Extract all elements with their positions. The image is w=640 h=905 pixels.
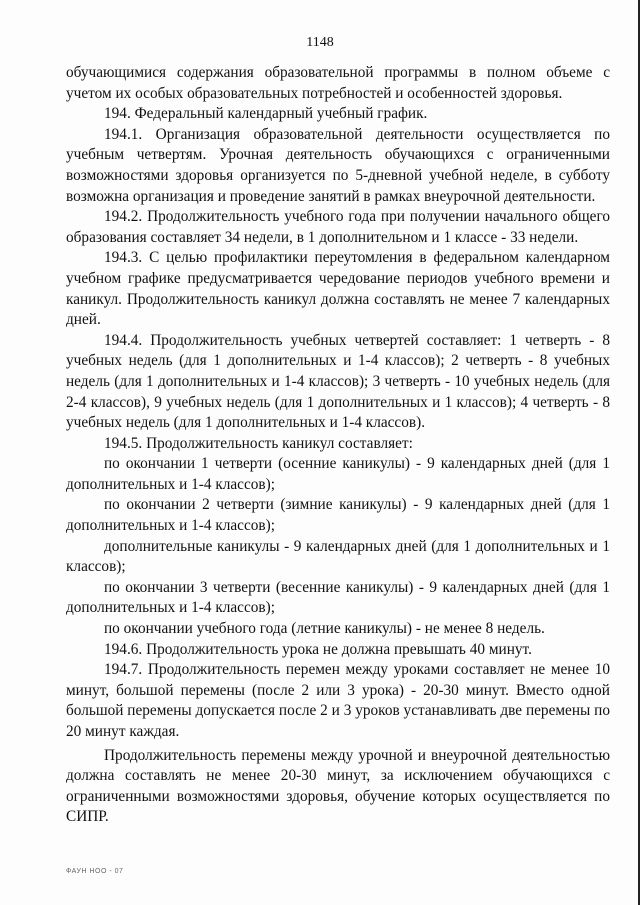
paragraph-intro-continuation: обучающимися содержания образовательной программы в полном объеме с учетом их особых образовательных потребностей и особенностей здоровья. — [66, 64, 610, 102]
paragraph-194-6: 194.6. Продолжительность урока не должна превышать 40 минут. — [104, 640, 532, 658]
paragraph-194-1: 194.1. Организация образовательной деятельности осуществляется по учебным четвертям. Урочная деятельность обучающихся с ограниченными возможностями здоровья организуется по 5-дневной учебной неделе, в субботу возможна организация и проведение занятий в рамках внеурочной деятельности. — [66, 125, 610, 205]
page-number: 1148 — [306, 35, 334, 50]
paragraph-194-4: 194.4. Продолжительность учебных четвертей составляет: 1 четверть - 8 учебных недель (для 1 дополнительных и 1-4 классов); 2 четверть - 8 учебных недель (для 1 дополнительных и 1-4 классов); 3 четверть - 10 учебных недель (для 2-4 классов), 9 учебных недель (для 1 дополнительных и 1 классов); 4 четверть - 8 учебных недель (для 1 дополнительных и 1-4 классов). — [66, 331, 610, 432]
footer-document-code: ФАУН НОО - 07 — [66, 868, 124, 875]
paragraph-194-heading: 194. Федеральный календарный учебный график. — [104, 105, 428, 123]
list-item-spring-holidays: по окончании 3 четверти (весенние каникулы) - 9 календарных дней (для 1 дополнительных и 1-4 классов); — [66, 578, 610, 617]
list-item-winter-holidays: по окончании 2 четверти (зимние каникулы) - 9 календарных дней (для 1 дополнительных и 1-4 классов); — [66, 496, 610, 535]
list-item-autumn-holidays: по окончании 1 четверти (осенние каникулы) - 9 календарных дней (для 1 дополнительных и 1-4 классов); — [66, 455, 610, 493]
list-item-additional-holidays: дополнительные каникулы - 9 календарных дней (для 1 дополнительных и 1 классов); — [66, 537, 610, 576]
list-item-summer-holidays: по окончании учебного года (летние каникулы) - не менее 8 недель. — [104, 620, 545, 638]
document-body — [66, 63, 610, 828]
paragraph-194-3: 194.3. С целью профилактики переутомления в федеральном календарном учебном графике предусматривается чередование периодов учебного времени и каникул. Продолжительность каникул должна составлять не менее 7 календарных дней. — [66, 249, 610, 329]
paragraph-194-7: 194.7. Продолжительность перемен между уроками составляет не менее 10 минут, большой перемены (после 2 или 3 урока) - 20-30 минут. Вместо одной большой перемены допускается после 2 и 3 уроков устанавливать две перемены по 20 минут каждая. — [66, 661, 610, 740]
paragraph-break-duration: Продолжительность перемены между урочной и внеурочной деятельностью должна составлять не менее 20-30 минут, за исключением обучающихся с ограниченными возможностями здоровья, обучение которых осуществляется по СИПР. — [66, 746, 610, 826]
paragraph-194-5: 194.5. Продолжительность каникул составляет: — [104, 434, 413, 452]
paragraph-194-2: 194.2. Продолжительность учебного года при получении начального общего образования составляет 34 недели, в 1 дополнительном и 1 классе - 33 недели. — [66, 208, 610, 246]
